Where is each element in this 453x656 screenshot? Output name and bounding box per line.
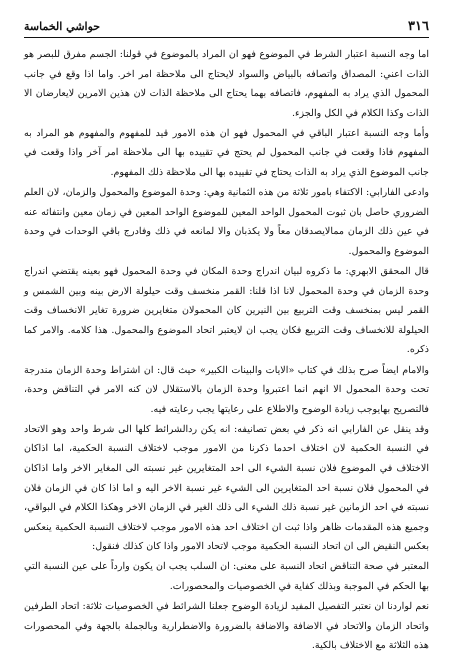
paragraph: والامام ايضاً صرح بذلك في كتاب «الايات والبينات الكبير» حيث قال: ان اشتراط وحدة الزمان مندرجة تحت وحدة المحمول الا انهم انما اعتبروا وحدة الزمان بالاستقلال لان كنه الامر في التناقض وحدة، فالتصريح بهايوجب زيادة الوضوح والاطلاع على رعايتها يجب رعايته فيه. xyxy=(24,364,429,415)
page-body xyxy=(24,45,429,656)
paragraph: اما وجه النسبة اعتبار الشرط في الموضوع فهو ان المراد بالموضوع في قولنا: الجسم مفرق للبصر هو الذات اعني: المصداق واتصافه بالبياض والسواد لايحتاج الى ملاحظة امر اخر. واما اذا وقع في جانب المحمول الذي يراد به المفهوم، فاتصافه بهما يحتاج الى ملاحظة الذات لان هذين الامرين لايعارضان الا الذات وكذا الكلام في الكل والجزء. xyxy=(24,49,429,119)
paragraph: نعم لواردنا ان نعتبر التفصيل المفيد لزيادة الوضوح جعلنا الشرائط في الخصوصيات ثلاثة: اتحاد الطرفين واتحاد الزمان والاتحاد في الاضافة والاضافة بالضرورة والاضطرارية وبالجملة بالجهة وفي المحصورات هذه الثلاثة مع الاختلاف بالكية. xyxy=(24,601,429,652)
paragraph: وادعى الفارابي: الاكتفاء بامور ثلاثة من هذه الثمانية وهي: وحدة الموضوع والمحمول والزمان، لان العلم الضروري حاصل بان ثبوت المحمول الواحد المعين للموضوع الواحد المعين في زمان معين وانتفائه عنه في عين ذلك الزمان ممالايصدقان معاً ولا يكذبان والا لمانعه في ذلك وفادرج باقي الوحدات في وحدة الموضوع والمحمول. xyxy=(24,187,429,257)
paragraph: وأما وجه النسبة اعتبار الباقي في المحمول فهو ان هذه الامور قيد للمفهوم والمفهوم هو المراد به المفهوم فاذا وقعت في جانب المحمول لم يحتج في تقييده بها الى ملاحظة امر آخر واذا وقعت في جانب الموضوع الذي يراد به الذات يحتاج في تقييده بها الى ملاحظة ذلك المفهوم. xyxy=(24,127,429,179)
page-number: ٣١٦ xyxy=(408,19,429,34)
page-header xyxy=(24,14,429,34)
paragraph: قال المحقق الابهري: ما ذكروه لبيان اندراج وحدة المكان في وحدة المحمول فهو بعينه يقتضي اندراج وحدة الزمان في وحدة المحمول لانا اذا قلنا: القمر منخسف وقت حيلولة الارض بينه وبين الشمس و القمر ليس بمنخسف وقت التربيع بين النيرين كان المحمولان متغايرين ضرورة تغاير الانخساف وقت الحيلولة للانخساف وقت التربيع فكان يجب ان لايعتبر اتحاد الموضوع والمحمول. هذا كلامه. والامر كما ذكره. xyxy=(24,266,429,356)
paragraph: المعتبر في صحة التناقض اتحاد النسبة على معنى: ان السلب يجب ان يكون وارداً على عين النسبة التي بها الحكم في الموجبة وبذلك كفاية في الخصوصيات والمحصورات. xyxy=(24,561,429,593)
running-title: حواشي الخماسة xyxy=(24,20,101,33)
header-divider xyxy=(24,37,429,38)
paragraph: وقد ينقل عن الفارابي انه ذكر في بعض تصانيفه: انه يكن ردالشرائط كلها الى شرط واحد وهو الاتحاد في النسبة الحكمية لان اختلاف احدما ذكرنا من الامور موجب لاختلاف النسبة الحكمية، اما اذاكان الاختلاف في الموضوع فلان نسبة الشيء الى احد المتغايرين غير نسبته الى المغاير الاخر واما اذاكان في المحمول فلان نسبة احد المتغايرين الى الشيء غير نسبة الاخر اليه و اما اذا كان في الزمان فلان نسبته في احد الزمانين غير نسبة ذلك الشيء الى ذلك الغير في الزمان الاخر وهكذا الكلام في البواقي، وجميع هذه المقدمات ظاهر واذا ثبت ان اختلاف احد هذه الامور موجب لاختلاف النسبة الحكمية ينعكس بعكس النقيض الى ان اتحاد النسبة الحكمية موجب لاتحاد الامور واذا كان كذلك فنقول: xyxy=(24,423,429,553)
